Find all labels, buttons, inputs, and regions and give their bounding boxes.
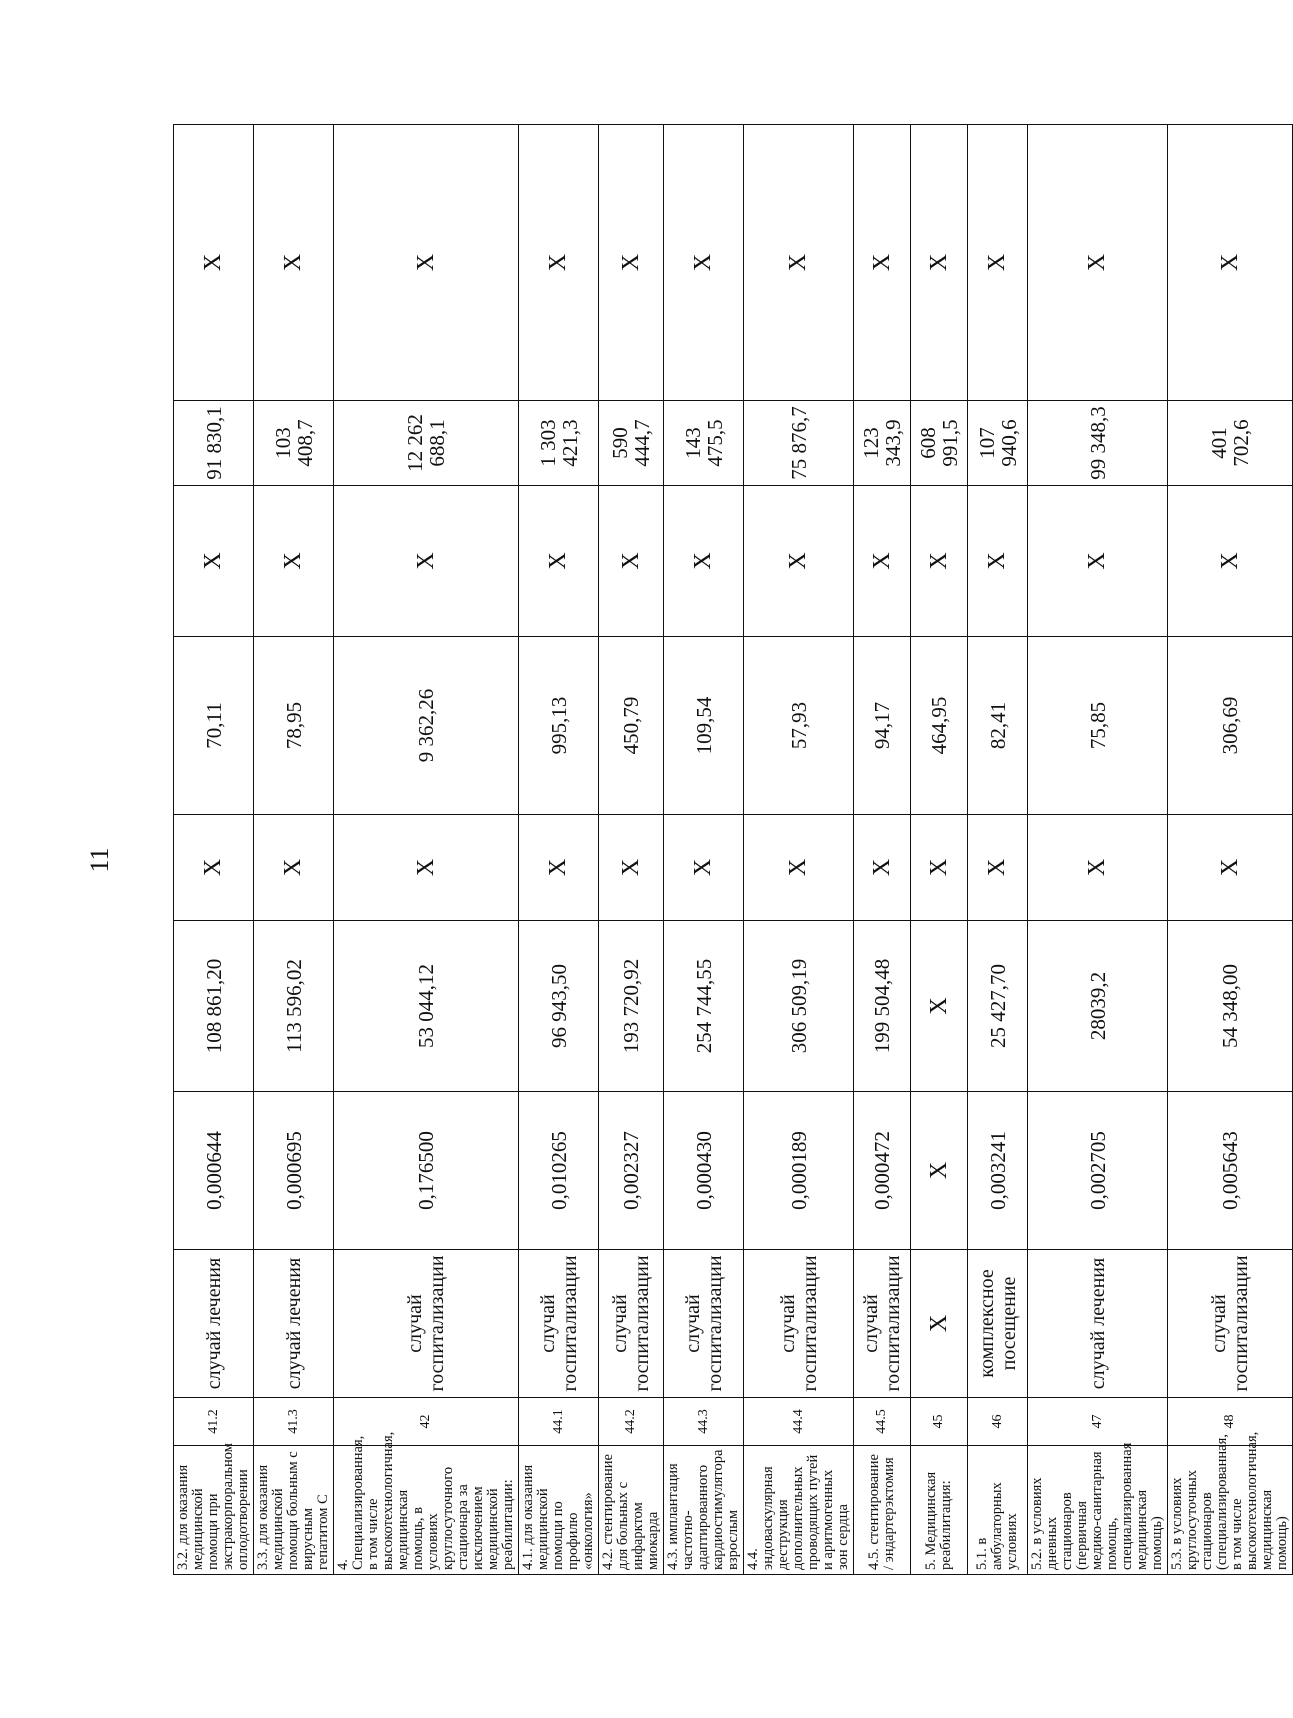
total-cell: 107 940,6 xyxy=(968,401,1028,486)
cost-cell: 108 861,20 xyxy=(174,921,254,1092)
col-x-cell: X xyxy=(854,125,911,401)
volume-cell: 0,010265 xyxy=(519,1092,599,1250)
col-x-cell: X xyxy=(519,125,599,401)
unit-cell: случай госпитализации xyxy=(744,1250,854,1398)
col-x-cell: X xyxy=(968,125,1028,401)
cost-cell: 28039,2 xyxy=(1028,921,1168,1092)
per-capita-cell: 75,85 xyxy=(1028,637,1168,815)
total-cell: 608 991,5 xyxy=(911,401,968,486)
rotated-table-container xyxy=(173,125,1290,1575)
total-cell: 123 343,9 xyxy=(854,401,911,486)
total-cell: 1 303 421,3 xyxy=(519,401,599,486)
row-number-cell: 44.5 xyxy=(854,1398,911,1446)
table-row xyxy=(599,125,664,1575)
per-capita-cell: 995,13 xyxy=(519,637,599,815)
row-name-cell: 5.1. в амбулаторных условиях xyxy=(968,1446,1028,1575)
row-number-cell: 44.3 xyxy=(664,1398,744,1446)
col-x-cell: X xyxy=(254,815,334,921)
table-body xyxy=(174,125,1293,1575)
row-number-cell: 44.4 xyxy=(744,1398,854,1446)
per-capita-cell: 109,54 xyxy=(664,637,744,815)
table-row xyxy=(334,125,519,1575)
per-capita-cell: 306,69 xyxy=(1168,637,1293,815)
cost-cell: 199 504,48 xyxy=(854,921,911,1092)
total-cell: 401 702,6 xyxy=(1168,401,1293,486)
row-name-cell: 4.5. стентирование / эндартерэктомия xyxy=(854,1446,911,1575)
col-x-cell: X xyxy=(854,815,911,921)
total-cell: 103 408,7 xyxy=(254,401,334,486)
unit-cell: случай лечения xyxy=(254,1250,334,1398)
unit-cell: случай госпитализации xyxy=(1168,1250,1293,1398)
unit-cell: случай госпитализации xyxy=(519,1250,599,1398)
table-row xyxy=(854,125,911,1575)
col-x-cell: X xyxy=(968,815,1028,921)
col-x-cell: X xyxy=(1028,815,1168,921)
table-row xyxy=(664,125,744,1575)
row-number-cell: 44.2 xyxy=(599,1398,664,1446)
table-row xyxy=(254,125,334,1575)
col-x-cell: X xyxy=(1168,486,1293,637)
col-x-cell: X xyxy=(599,815,664,921)
volume-cell: 0,002705 xyxy=(1028,1092,1168,1250)
volume-cell: X xyxy=(911,1092,968,1250)
table-row xyxy=(1028,125,1168,1575)
per-capita-cell: 82,41 xyxy=(968,637,1028,815)
col-x-cell: X xyxy=(1168,125,1293,401)
row-number-cell: 41.2 xyxy=(174,1398,254,1446)
cost-cell: 96 943,50 xyxy=(519,921,599,1092)
col-x-cell: X xyxy=(664,486,744,637)
total-cell: 99 348,3 xyxy=(1028,401,1168,486)
col-x-cell: X xyxy=(911,815,968,921)
row-name-cell: 4.4. эндоваскулярная деструкция дополнительных проводящих путей и аритмогенных зон сердца xyxy=(744,1446,854,1575)
total-cell: 91 830,1 xyxy=(174,401,254,486)
cost-cell: 25 427,70 xyxy=(968,921,1028,1092)
row-number-cell: 42 xyxy=(334,1398,519,1446)
volume-cell: 0,002327 xyxy=(599,1092,664,1250)
row-name-cell: 3.3. для оказания медицинской помощи больным с вирусным гепатитом С xyxy=(254,1446,334,1575)
cost-cell: X xyxy=(911,921,968,1092)
unit-cell: случай лечения xyxy=(174,1250,254,1398)
col-x-cell: X xyxy=(1028,486,1168,637)
row-number-cell: 48 xyxy=(1168,1398,1293,1446)
total-cell: 143 475,5 xyxy=(664,401,744,486)
row-name-cell: 4.1. для оказания медицинской помощи по профилю «онкология» xyxy=(519,1446,599,1575)
row-number-cell: 47 xyxy=(1028,1398,1168,1446)
col-x-cell: X xyxy=(254,125,334,401)
row-name-cell: 5.3. в условиях круглосуточных стационаров (специализированная, в том числе высокотехнологичная, медицинская помощь) xyxy=(1168,1446,1293,1575)
col-x-cell: X xyxy=(744,815,854,921)
row-number-cell: 41.3 xyxy=(254,1398,334,1446)
volume-cell: 0,000695 xyxy=(254,1092,334,1250)
per-capita-cell: 450,79 xyxy=(599,637,664,815)
per-capita-cell: 464,95 xyxy=(911,637,968,815)
unit-cell: случай госпитализации xyxy=(334,1250,519,1398)
total-cell: 590 444,7 xyxy=(599,401,664,486)
col-x-cell: X xyxy=(254,486,334,637)
col-x-cell: X xyxy=(911,486,968,637)
cost-cell: 193 720,92 xyxy=(599,921,664,1092)
volume-cell: 0,000189 xyxy=(744,1092,854,1250)
row-name-cell: 4.2. стентирование для больных с инфарктом миокарда xyxy=(599,1446,664,1575)
table-row xyxy=(174,125,254,1575)
total-cell: 75 876,7 xyxy=(744,401,854,486)
col-x-cell: X xyxy=(519,815,599,921)
col-x-cell: X xyxy=(174,125,254,401)
row-number-cell: 44.1 xyxy=(519,1398,599,1446)
volume-cell: 0,003241 xyxy=(968,1092,1028,1250)
row-name-cell: 4. Специализированная, в том числе высокотехнологичная, медицинская помощь, в условиях круглосуточного стационара за исключением медицинской реабилитации: xyxy=(334,1446,519,1575)
table-row xyxy=(911,125,968,1575)
col-x-cell: X xyxy=(334,486,519,637)
unit-cell: комплексное посещение xyxy=(968,1250,1028,1398)
cost-cell: 53 044,12 xyxy=(334,921,519,1092)
table-row xyxy=(744,125,854,1575)
table-row xyxy=(519,125,599,1575)
cost-cell: 306 509,19 xyxy=(744,921,854,1092)
volume-cell: 0,000430 xyxy=(664,1092,744,1250)
per-capita-cell: 9 362,26 xyxy=(334,637,519,815)
col-x-cell: X xyxy=(174,815,254,921)
volume-cell: 0,000472 xyxy=(854,1092,911,1250)
unit-cell: случай лечения xyxy=(1028,1250,1168,1398)
volume-cell: 0,005643 xyxy=(1168,1092,1293,1250)
per-capita-cell: 94,17 xyxy=(854,637,911,815)
table-row xyxy=(1168,125,1293,1575)
col-x-cell: X xyxy=(911,125,968,401)
volume-cell: 0,000644 xyxy=(174,1092,254,1250)
page-number: 11 xyxy=(85,847,114,873)
col-x-cell: X xyxy=(599,125,664,401)
per-capita-cell: 57,93 xyxy=(744,637,854,815)
col-x-cell: X xyxy=(744,486,854,637)
row-number-cell: 46 xyxy=(968,1398,1028,1446)
col-x-cell: X xyxy=(744,125,854,401)
col-x-cell: X xyxy=(1028,125,1168,401)
row-number-cell: 45 xyxy=(911,1398,968,1446)
col-x-cell: X xyxy=(664,815,744,921)
unit-cell: X xyxy=(911,1250,968,1398)
col-x-cell: X xyxy=(1168,815,1293,921)
col-x-cell: X xyxy=(664,125,744,401)
col-x-cell: X xyxy=(599,486,664,637)
cost-cell: 54 348,00 xyxy=(1168,921,1293,1092)
row-name-cell: 5. Медицинская реабилитация: xyxy=(911,1446,968,1575)
unit-cell: случай госпитализации xyxy=(664,1250,744,1398)
col-x-cell: X xyxy=(854,486,911,637)
data-table xyxy=(173,124,1293,1575)
unit-cell: случай госпитализации xyxy=(599,1250,664,1398)
col-x-cell: X xyxy=(334,815,519,921)
table-row xyxy=(968,125,1028,1575)
col-x-cell: X xyxy=(968,486,1028,637)
per-capita-cell: 70,11 xyxy=(174,637,254,815)
row-name-cell: 4.3. имплантация частотно-адаптированного кардиостимулятора взрослым xyxy=(664,1446,744,1575)
total-cell: 12 262 688,1 xyxy=(334,401,519,486)
col-x-cell: X xyxy=(334,125,519,401)
row-name-cell: 5.2. в условиях дневных стационаров (первичная медико-санитарная помощь, специализированная медицинская помощь) xyxy=(1028,1446,1168,1575)
row-name-cell: 3.2. для оказания медицинской помощи при экстракорпоральном оплодотворении xyxy=(174,1446,254,1575)
volume-cell: 0,176500 xyxy=(334,1092,519,1250)
col-x-cell: X xyxy=(174,486,254,637)
cost-cell: 254 744,55 xyxy=(664,921,744,1092)
per-capita-cell: 78,95 xyxy=(254,637,334,815)
cost-cell: 113 596,02 xyxy=(254,921,334,1092)
unit-cell: случай госпитализации xyxy=(854,1250,911,1398)
col-x-cell: X xyxy=(519,486,599,637)
